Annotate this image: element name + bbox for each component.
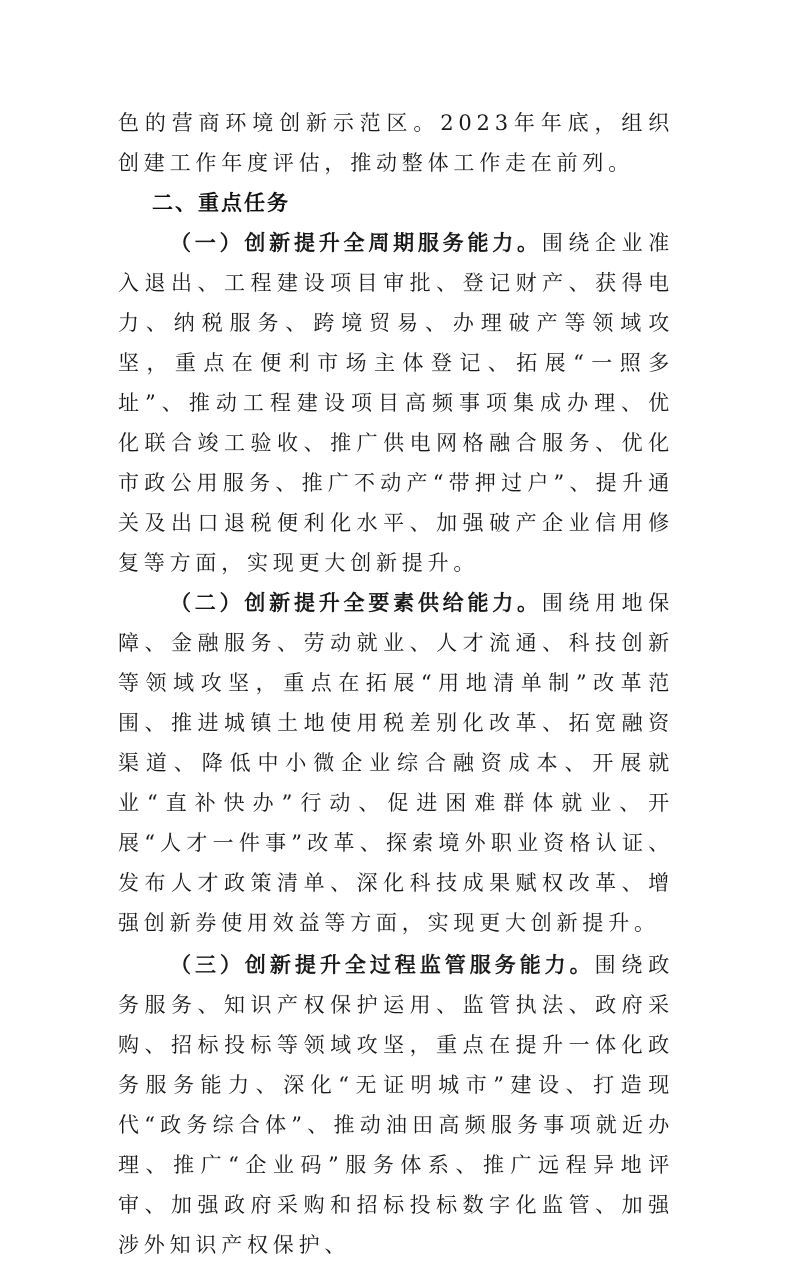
- task-paragraph-3: [118, 945, 674, 1265]
- task-lead-1: （一）创新提升全周期服务能力。: [170, 230, 542, 255]
- task-body-3: 围绕政务服务、知识产权保护运用、监管执法、政府采购、招标投标等领域攻坚，重点在提升一体化政务服务能力、深化“无证明城市”建设、打造现代“政务综合体”、推动油田高频服务事项就近办理、推广“企业码”服务体系、推广远程异地评审、加强政府采购和招标投标数字化监管、加强涉外知识产权保护、: [118, 953, 674, 1257]
- document-page: [118, 103, 674, 1265]
- task-lead-2: （二）创新提升全要素供给能力。: [170, 590, 542, 615]
- task-paragraph-2: [118, 583, 674, 943]
- intro-paragraph: 色的营商环境创新示范区。2023年年底，组织创建工作年度评估，推动整体工作走在前列。: [118, 111, 674, 175]
- task-body-2: 围绕用地保障、金融服务、劳动就业、人才流通、科技创新等领域攻坚，重点在拓展“用地清单制”改革范围、推进城镇土地使用税差别化改革、拓宽融资渠道、降低中小微企业综合融资成本、开展就业“直补快办”行动、促进困难群体就业、开展“人才一件事”改革、探索境外职业资格认证、发布人才政策清单、深化科技成果赋权改革、增强创新券使用效益等方面，实现更大创新提升。: [118, 591, 675, 935]
- task-body-1: 围绕企业准入退出、工程建设项目审批、登记财产、获得电力、纳税服务、跨境贸易、办理破产等领域攻坚，重点在便利市场主体登记、拓展“一照多址”、推动工程建设项目高频事项集成办理、优化联合竣工验收、推广供电网格融合服务、优化市政公用服务、推广不动产“带押过户”、提升通关及出口退税便利化水平、加强破产企业信用修复等方面，实现更大创新提升。: [118, 231, 675, 575]
- task-paragraph-1: [118, 223, 674, 583]
- task-lead-3: （三）创新提升全过程监管服务能力。: [170, 952, 595, 977]
- section-heading: 二、重点任务: [152, 191, 290, 215]
